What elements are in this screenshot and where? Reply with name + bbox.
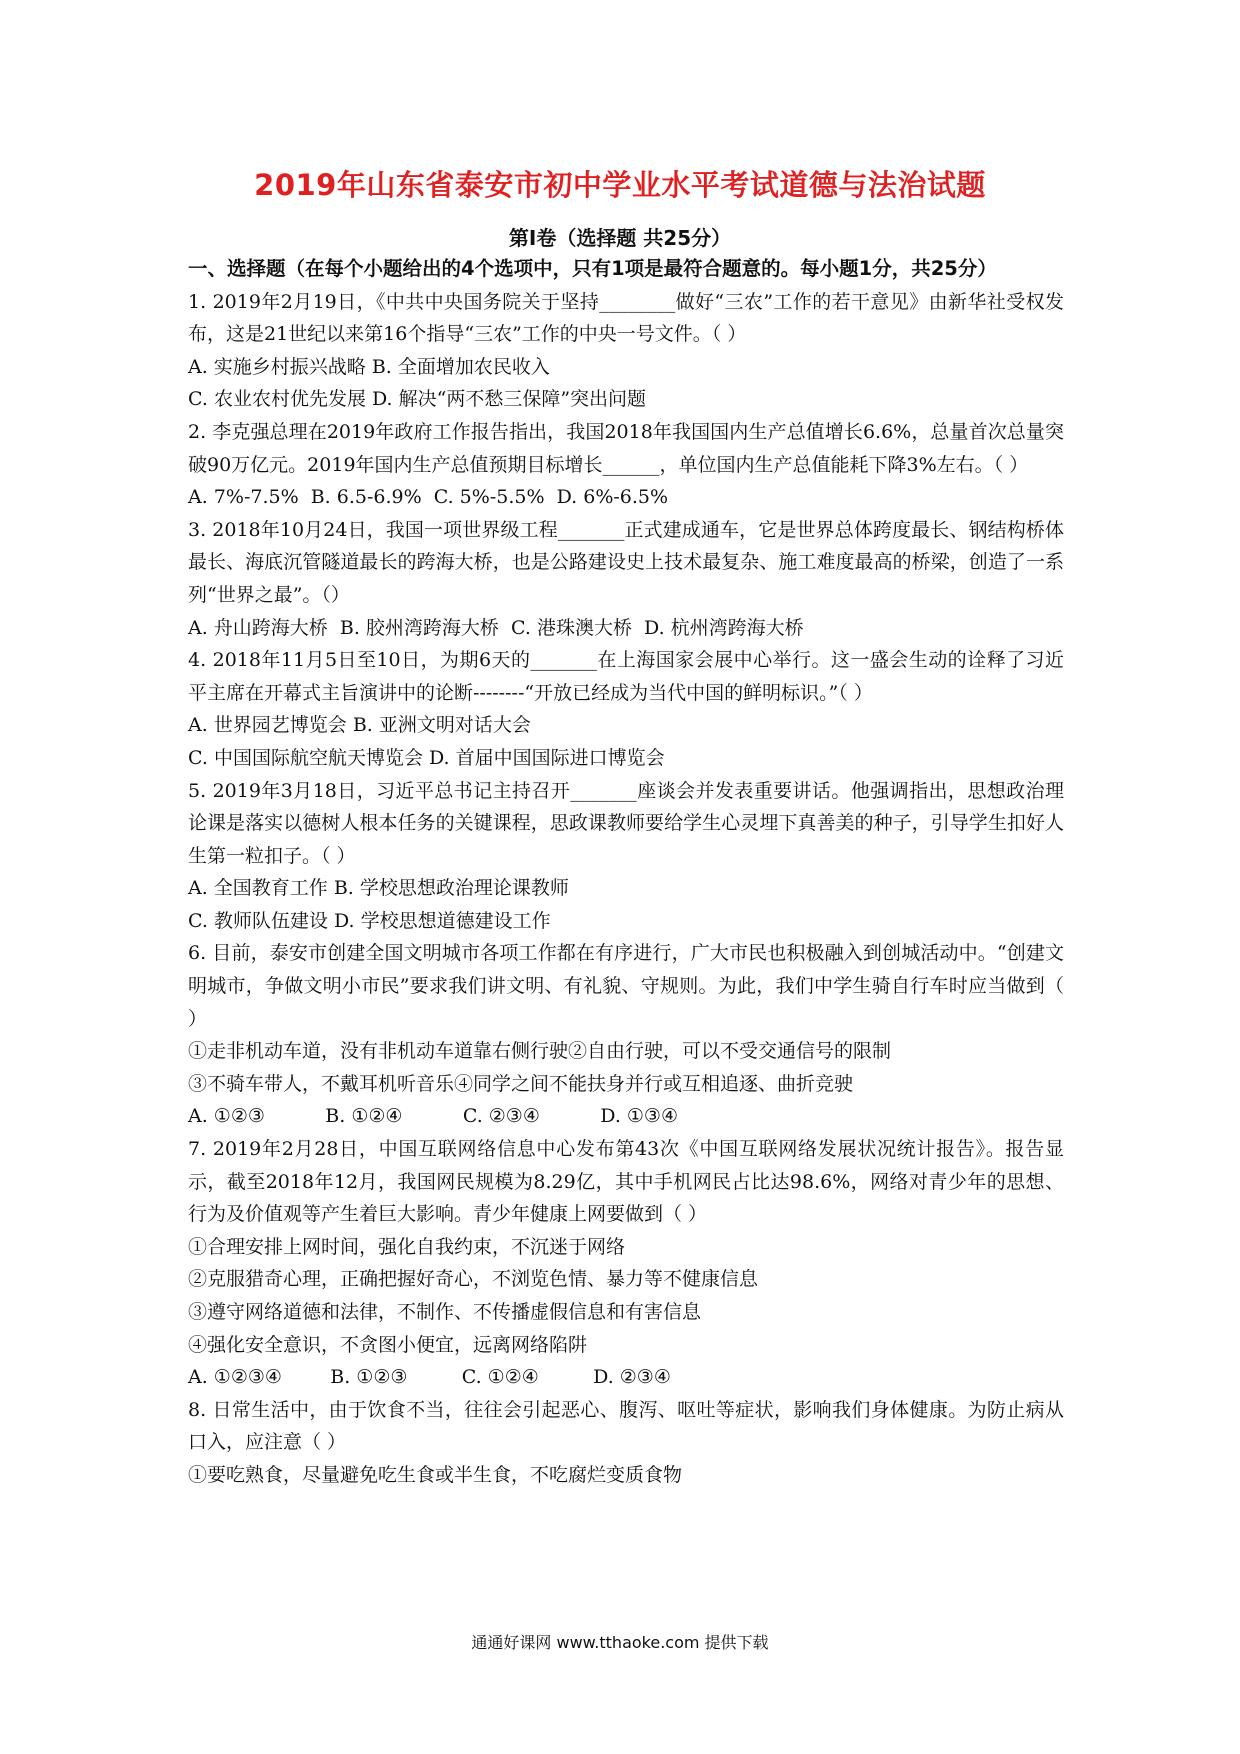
question-option-line: ①要吃熟食，尽量避免吃生食或半生食，不吃腐烂变质食物 [188, 1463, 683, 1486]
question-1 [188, 286, 1064, 416]
question-option-line: C. 农业农村优先发展 D. 解决“两不愁三保障”突出问题 [188, 388, 647, 411]
section-subtitle: 第Ⅰ卷（选择题 共25分） [508, 226, 732, 250]
question-stem: 2. 李克强总理在2019年政府工作报告指出，我国2018年我国国内生产总值增长6.6%，总量首次总量突破90万亿元。2019年国内生产总值预期目标增长______，单位国内生产总值能耗下降3%左右。（ ） [188, 420, 1064, 476]
document-title: 2019年山东省泰安市初中学业水平考试道德与法治试题 [254, 168, 986, 202]
question-option-line: A. ①②③ B. ①②④ C. ②③④ D. ①③④ [188, 1105, 679, 1128]
questions-body [188, 253, 1064, 1492]
question-stem: 3. 2018年10月24日，我国一项世界级工程_______正式建成通车，它是世界总体跨度最长、钢结构桥体最长、海底沉管隧道最长的跨海大桥，也是公路建设史上技术最复杂、施工难度最高的桥梁，创造了一系列“世界之最”。（） [188, 518, 1064, 606]
question-option-line: A. 世界园艺博览会 B. 亚洲文明对话大会 [188, 714, 531, 737]
question-8 [188, 1394, 1064, 1492]
question-stem: 8. 日常生活中，由于饮食不当，往往会引起恶心、腹泻、呕吐等症状，影响我们身体健康。为防止病从口入，应注意（ ） [188, 1398, 1064, 1454]
question-option-line: ②克服猎奇心理，正确把握好奇心，不浏览色情、暴力等不健康信息 [188, 1268, 759, 1291]
question-option-line: ①走非机动车道，没有非机动车道靠右侧行驶②自由行驶，可以不受交通信号的限制 [188, 1040, 892, 1063]
question-5 [188, 775, 1064, 938]
question-6 [188, 937, 1064, 1133]
question-option-line: C. 教师队伍建设 D. 学校思想道德建设工作 [188, 909, 551, 932]
question-option-line: A. 全国教育工作 B. 学校思想政治理论课教师 [188, 877, 569, 900]
question-stem: 4. 2018年11月5日至10日，为期6天的_______在上海国家会展中心举行。这一盛会生动的诠释了习近平主席在开幕式主旨演讲中的论断--------“开放已经成为当代中国的鲜明标识。”（ ） [188, 649, 1064, 704]
question-option-line: A. ①②③④ B. ①②③ C. ①②④ D. ②③④ [188, 1366, 671, 1389]
question-4 [188, 644, 1064, 774]
question-option-line: ③遵守网络道德和法律，不制作、不传播虚假信息和有害信息 [188, 1301, 702, 1323]
question-7 [188, 1133, 1064, 1394]
question-option-line: ③不骑车带人，不戴耳机听音乐④同学之间不能扶身并行或互相追逐、曲折竞驶 [188, 1072, 854, 1095]
question-stem: 5. 2019年3月18日，习近平总书记主持召开_______座谈会并发表重要讲话。他强调指出，思想政治理论课是落实以德树人根本任务的关键课程，思政课教师要给学生心灵埋下真善美的种子，引导学生扣好人生第一粒扣子。（ ） [188, 779, 1064, 867]
question-option-line: A. 7%-7.5% B. 6.5-6.9% C. 5%-5.5% D. 6%-6.5% [188, 486, 669, 509]
footer-source-note: 通通好课网 www.tthaoke.com 提供下载 [471, 1633, 769, 1652]
question-option-line: A. 实施乡村振兴战略 B. 全面增加农民收入 [188, 355, 550, 378]
section-heading: 一、选择题（在每个小题给出的4个选项中，只有1项是最符合题意的。每小题1分，共25分） [188, 257, 997, 280]
question-option-line: A. 舟山跨海大桥 B. 胶州湾跨海大桥 C. 港珠澳大桥 D. 杭州湾跨海大桥 [188, 616, 804, 639]
question-stem: 6. 目前，泰安市创建全国文明城市各项工作都在有序进行，广大市民也积极融入到创城活动中。“创建文明城市，争做文明小市民”要求我们讲文明、有礼貌、守规则。为此，我们中学生骑自行车时应当做到（ ） [188, 942, 1064, 1030]
question-3 [188, 514, 1064, 644]
question-stem: 1. 2019年2月19日，《中共中央国务院关于坚持________做好“三农”工作的若干意见》由新华社受权发布，这是21世纪以来第16个指导“三农”工作的中央一号文件。（ ） [188, 290, 1064, 346]
question-2 [188, 416, 1064, 514]
question-option-line: C. 中国国际航空航天博览会 D. 首届中国国际进口博览会 [188, 746, 665, 769]
question-option-line: ①合理安排上网时间，强化自我约束，不沉迷于网络 [188, 1235, 626, 1258]
question-option-line: ④强化安全意识，不贪图小便宜，远离网络陷阱 [188, 1333, 588, 1356]
question-stem: 7. 2019年2月28日，中国互联网络信息中心发布第43次《中国互联网络发展状况统计报告》。报告显示，截至2018年12月，我国网民规模为8.29亿，其中手机网民占比达98.6%，网络对青少年的思想、行为及价值观等产生着巨大影响。青少年健康上网要做到（ ） [188, 1138, 1064, 1226]
